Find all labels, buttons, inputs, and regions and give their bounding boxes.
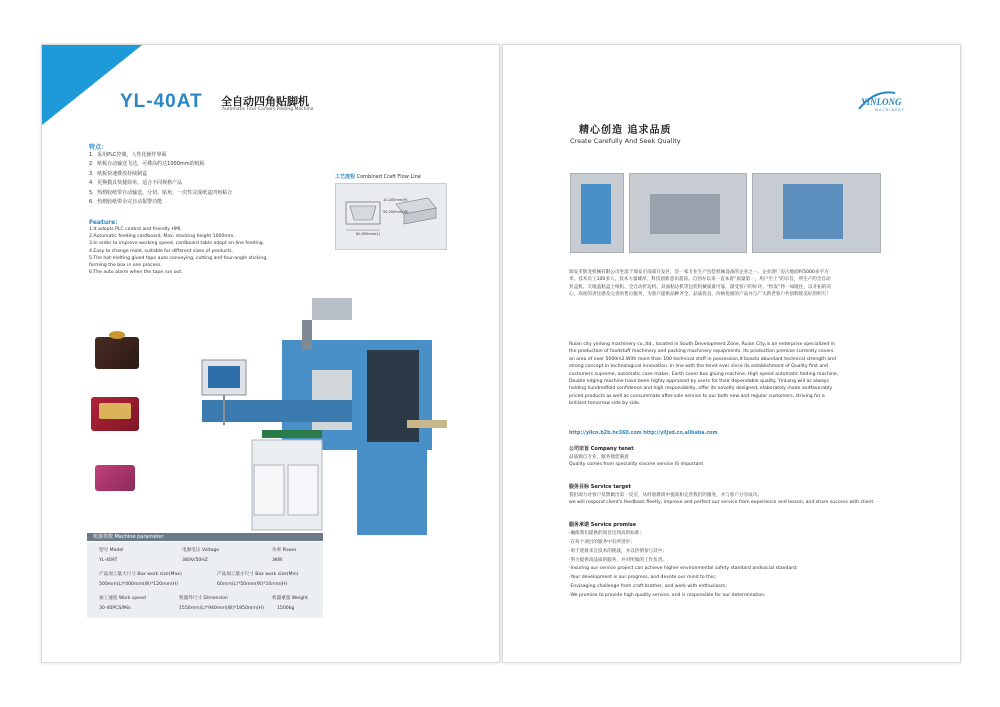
- website-links[interactable]: http://yllcn.b2b.hc360.com http://ylljxd.cn.alibaba.com: [569, 431, 718, 436]
- param-cell: 型号 Model: [99, 548, 124, 553]
- flow-diagram: [335, 183, 447, 250]
- flow-title-en: Combined Craft Flow Line: [356, 174, 421, 180]
- product-title-cn: 全自动四角贴脚机: [221, 95, 309, 108]
- list-item: 4.Easy to change mold, suitable for different sizes of products.: [89, 248, 234, 254]
- corner-triangle: [42, 45, 142, 125]
- photo-detail: [650, 194, 720, 234]
- brochure-left-page: [41, 44, 500, 663]
- product-sample-pink-box: [95, 465, 135, 491]
- promise-line: ·确保我们提供的项目达到高的标准；: [569, 531, 644, 536]
- param-cell: 电源电压 Voltage: [182, 548, 220, 553]
- param-header-cn: 机器参数: [93, 534, 114, 540]
- param-cell: 1500kg: [277, 606, 295, 611]
- product-sample-red-box: [91, 397, 139, 431]
- target-line: we will respond client's feedback fleetly, improve and perfect our service from experience and lesson, and share success with client.: [569, 500, 875, 505]
- factory-photo-2: [629, 173, 747, 253]
- factory-photo-3: [752, 173, 881, 253]
- promise-line: ·We promise to provide high quality service, and is responsible for our determination.: [569, 593, 766, 598]
- features-cn-heading: 特点：: [89, 144, 108, 151]
- photo-detail: [581, 184, 611, 244]
- param-cell: 产品加工最大尺寸 Box work size(Max): [99, 572, 182, 577]
- flow-label-height: 10-200mm(H): [383, 198, 408, 202]
- target-heading: 服务目标 Service target: [569, 484, 631, 490]
- intro-cn: 瑞安市银龙机械有限公司坐落于瑞安市南部开发区，是一家专业生产包装机械设备的企业之一。企业现厂房占地面积5000多平方米，技术员工100多人，技术力量雄厚，科技创新意识超前。自创办以来一直本着“质量第一，用户至上”的宗旨，所生产的全自动封盒机、天地盖粘盒上纸机、全自动折边机、双面粘边机等包装机械质量可靠，深受客户的好评。“恒发”将一如既往，以开拓的决心，高度的责任感及完善的售后服务，为客户提供品种齐全、品质优良、价格优惠的产品并与广大新老客户共创辉煌美好的明天！: [569, 270, 832, 298]
- promise-line: ·勇于迎接来自技术的挑战，并以热情参与其中；: [569, 549, 667, 554]
- tenet-line: 品质源自专业，服务使您满意: [569, 455, 629, 460]
- param-cell: 1550mm(L)*940mm(W)*1850mm(H): [179, 606, 264, 611]
- list-item: forming the box in one process.: [89, 263, 162, 269]
- param-cell: 60mm(L)*50mm(W)*10mm(H): [217, 582, 288, 587]
- product-sample-dark-box: [95, 337, 139, 369]
- machine-illustration: [162, 250, 474, 552]
- list-item: 1．采用PLC控制，人性化操作界面: [89, 152, 167, 158]
- logo-text: YINLONG: [861, 97, 902, 107]
- list-item: 2.Automatic feeding cardboard, Max. stacking height 1000mm.: [89, 234, 235, 240]
- param-cell: 3KW: [272, 558, 283, 563]
- logo-sub: MACHINERY: [875, 108, 905, 112]
- features-cn-list: [89, 151, 319, 207]
- tenet-line: Quality comes from speciality sincere service IS important: [569, 462, 704, 467]
- promise-heading: 服务承诺 Service promise: [569, 522, 637, 528]
- param-cell: 30-40PCS/Min: [99, 606, 131, 611]
- intro-en: Ruian city yinlong machinery co.,ltd., located in South Development Zone, Ruian City,is an enterprise specialized in the production of foodstuff machinery and packing machinery equipments. Its production premise currently covers an area of over 5000m2.With more than 100 technical staff in possession,it boasts abundant technical strength and strong concept in technological innovation. In line with the tenet ever since its establishment of Quality first and customers supreme, automatic case maker, Earth cover box gluing machine, High speed automatic folding machine, Double edging machine have been highly appraised by users for their dependable quality. YinLong will as always holding hundredfold confidence and high responsibility, offer its novelty designed, elaborately made andfavorably priced products as well as consummate after-sale service to our both new and regular customers, striving for a brilliant tomorrow side by side.: [569, 342, 839, 407]
- bow-icon: [109, 331, 125, 339]
- promise-line: ·努力提供高品质的服务，并对所做的工作负责。: [569, 558, 667, 563]
- list-item: 3.In order to improve working speed, cardboard table adopt on-line feeding.: [89, 241, 265, 247]
- list-item: 4．更换模具快捷简单，适合不同规格产品: [89, 180, 183, 187]
- target-line: 我们竭力对客户反馈做出第一反应，从经验教训中提高和完善我们的服务，并与客户分享成功。: [569, 493, 762, 498]
- list-item: 6．热熔胶纸带余完自动报警功能: [89, 199, 163, 206]
- param-cell: 加工速度 Work speed: [99, 596, 146, 601]
- promise-line: ·Your development is our progress, and devote our mind to this;: [569, 575, 717, 580]
- slogan-cn: 精心创造 追求品质: [579, 125, 672, 136]
- gold-tray-icon: [99, 403, 131, 419]
- features-en-heading: Feature：: [89, 219, 122, 226]
- param-cell: 500mm(L)*400mm(W)*120mm(H): [99, 582, 179, 587]
- company-logo: [855, 87, 925, 117]
- param-cell: 产品加工最小尺寸 Box work size(Min): [217, 572, 299, 577]
- flow-title-cn: 工艺流程: [335, 174, 356, 180]
- param-table: [87, 542, 323, 618]
- param-cell: YL-40AT: [99, 558, 118, 563]
- model-title: YL-40AT: [120, 91, 203, 112]
- brochure-right-page: [502, 44, 961, 663]
- param-header: [87, 533, 323, 541]
- list-item: 6.The auto alarm when the tape run out.: [89, 270, 183, 276]
- list-item: 5.The hot-melting glued tape auto conveying, cutting and four-angle sticking,: [89, 255, 268, 261]
- product-title-en: Automatic Four Corners Pasting Machine: [222, 107, 314, 112]
- list-item: 5．热熔胶纸带自动输送、分切、贴角，一次性完成纸盒四角粘合: [89, 189, 233, 196]
- promise-line: ·Envisaging challenge from craft brother, and work with enthusiasm;: [569, 584, 727, 589]
- promise-line: ·在每个项目的服务中有所进步；: [569, 540, 635, 545]
- param-cell: 机器重量 Weight: [272, 596, 308, 601]
- photo-detail: [783, 184, 843, 239]
- param-cell: 功率 Power: [272, 548, 297, 553]
- slogan-en: Create Carefully And Seek Quality: [570, 137, 681, 145]
- flow-label-width: 50-200mm(W): [383, 210, 409, 214]
- flow-label-length: 60-500mm(L): [356, 232, 380, 236]
- list-item: 2．纸板自动输送飞达，可叠高约达1000mm的纸板: [89, 161, 205, 168]
- tenet-heading: 公司宗旨 Company tenet: [569, 446, 634, 452]
- promise-line: ·Insuring our service project can achieve higher environmental safety standard andsocial standard;: [569, 566, 798, 571]
- flow-title: [335, 173, 421, 180]
- list-item: 1.It adopts PLC control and friendly HMI.: [89, 227, 182, 232]
- flow-diagram-svg: [336, 184, 446, 249]
- factory-photo-1: [570, 173, 624, 253]
- param-cell: 380V/50HZ: [182, 558, 208, 563]
- param-header-en: Machine parameter: [114, 534, 164, 540]
- list-item: 3．纸板快速叠放持续制盒: [89, 170, 148, 177]
- param-cell: 机器外尺寸 Dimension: [179, 596, 228, 601]
